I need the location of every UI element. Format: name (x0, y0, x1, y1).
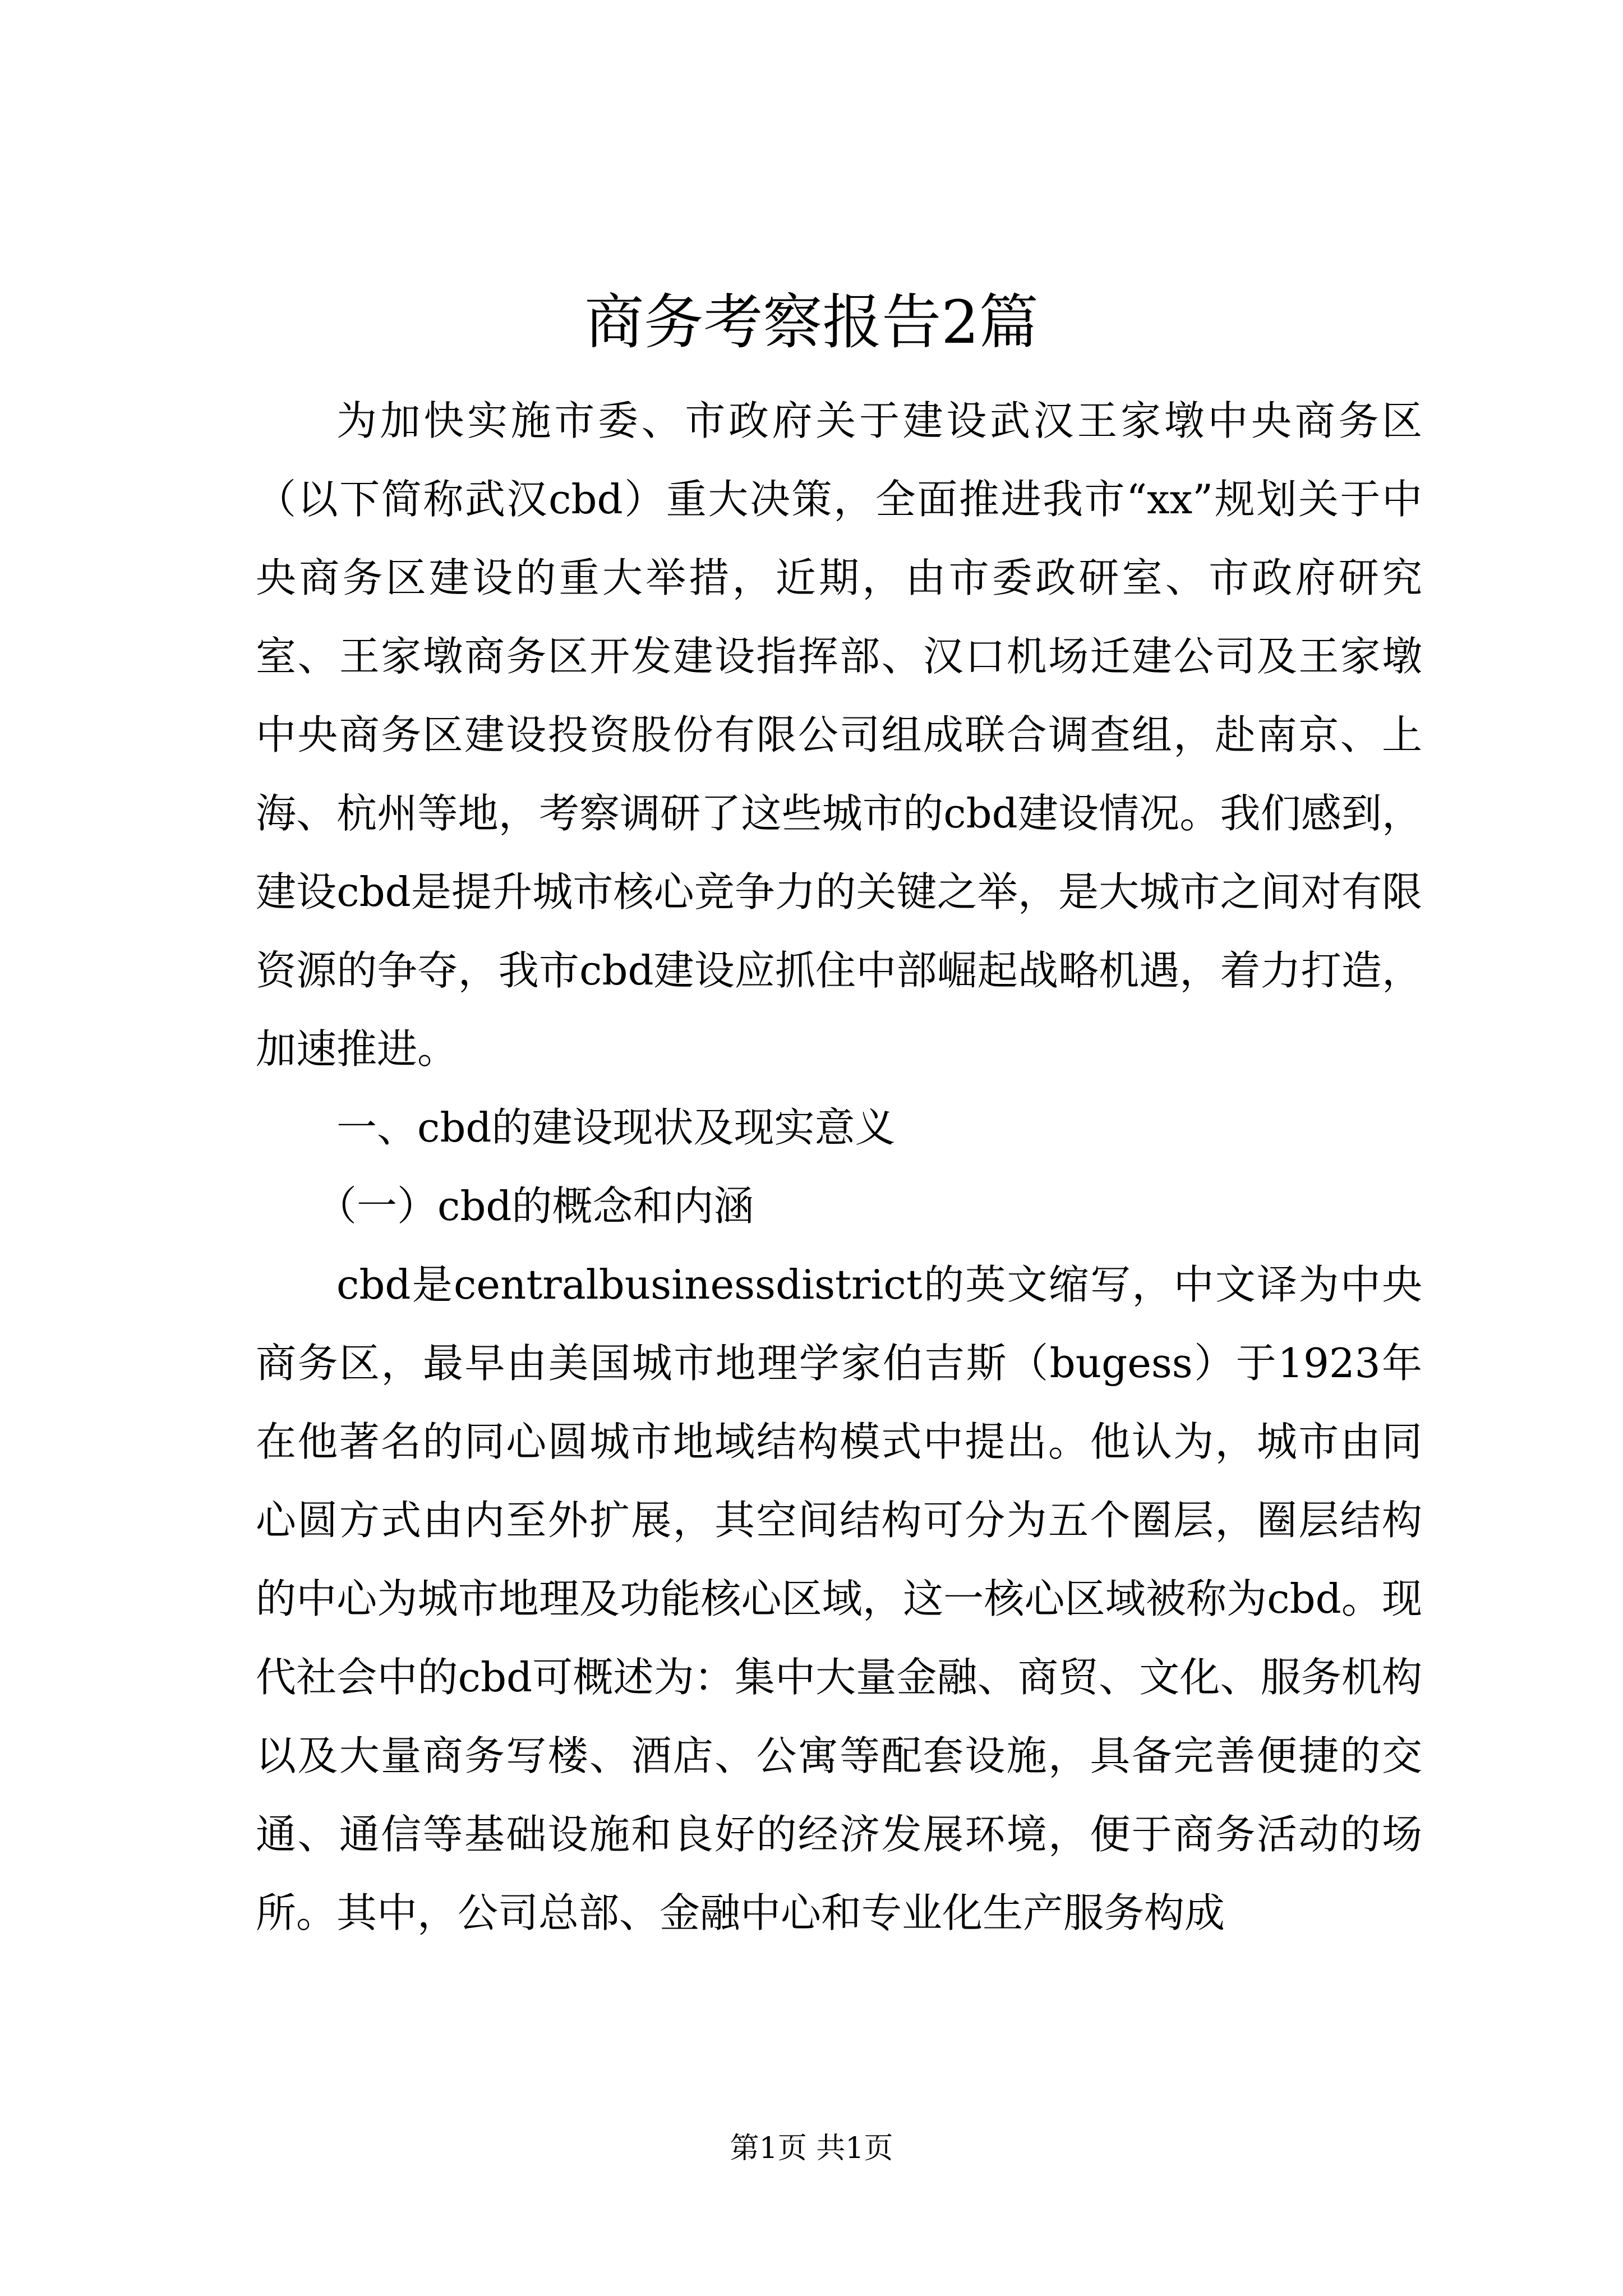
subsection-heading: （一）cbd的概念和内涵 (316, 1182, 754, 1230)
page-footer: 第1页 共1页 (730, 2132, 893, 2165)
section-heading: 一、cbd的建设现状及现实意义 (336, 1104, 896, 1151)
intro-paragraph: 为加快实施市委、市政府关于建设武汉王家墩中央商务区（以下简称武汉cbd）重大决策，全面推进我市“xx”规划关于中央商务区建设的重大举措，近期，由市委政研室、市政府研究室、王家墩商务区开发建设指挥部、汉口机场迁建公司及王家墩中央商务区建设投资股份有限公司组成联合调查组，赴南京、上海、杭州等地，考察调研了这些城市的cbd建设情况。我们感到，建设cbd是提升城市核心竞争力的关键之举，是大城市之间对有限资源的争夺，我市cbd建设应抓住中部崛起战略机遇，着力打造，加速推进。 (256, 397, 1422, 1073)
document-title: 商务考察报告2篇 (584, 288, 1039, 357)
body-paragraph: cbd是centralbusinessdistrict的英文缩写，中文译为中央商务区，最早由美国城市地理学家伯吉斯（bugess）于1923年在他著名的同心圆城市地域结构模式中提出。他认为，城市由同心圆方式由内至外扩展，其空间结构可分为五个圈层，圈层结构的中心为城市地理及功能核心区域，这一核心区域被称为cbd。现代社会中的cbd可概述为：集中大量金融、商贸、文化、服务机构以及大量商务写楼、酒店、公寓等配套设施，具备完善便捷的交通、通信等基础设施和良好的经济发展环境，便于商务活动的场所。其中，公司总部、金融中心和专业化生产服务构成 (256, 1261, 1422, 1936)
document-body (256, 381, 1422, 1952)
